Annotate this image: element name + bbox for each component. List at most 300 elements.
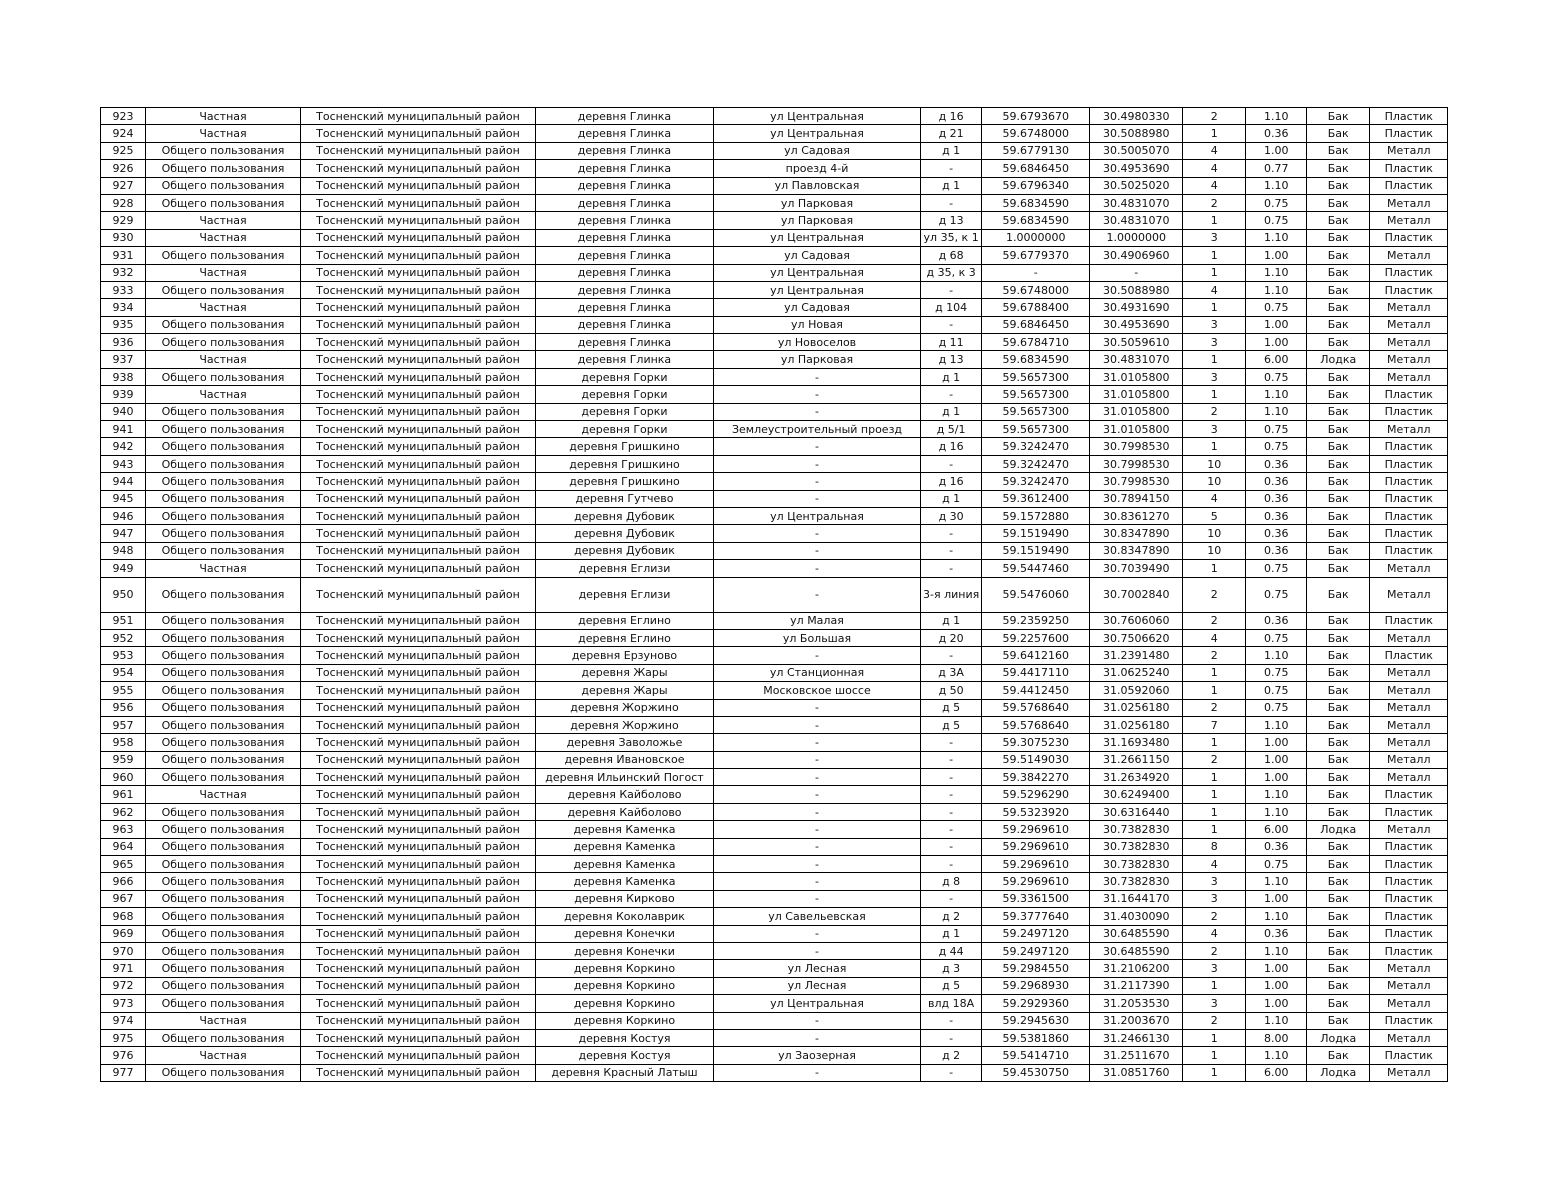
cell-settlement: деревня Ерзуново <box>536 647 714 664</box>
cell-longitude: 31.2053530 <box>1090 995 1183 1012</box>
cell-district: Тосненский муниципальный район <box>301 960 536 977</box>
cell-container-count: 1 <box>1183 682 1246 699</box>
cell-settlement: деревня Жары <box>536 664 714 681</box>
cell-house: д 5 <box>921 977 982 994</box>
cell-container-volume: 1.10 <box>1246 647 1307 664</box>
cell-container-type: Бак <box>1307 490 1370 507</box>
cell-container-material: Пластик <box>1370 873 1448 890</box>
cell-latitude: 59.6779130 <box>982 142 1090 159</box>
table-row <box>101 281 1448 298</box>
cell-container-type: Бак <box>1307 160 1370 177</box>
cell-row-number: 964 <box>101 838 146 855</box>
cell-street: - <box>714 525 921 542</box>
cell-container-material: Металл <box>1370 194 1448 211</box>
cell-longitude: 31.4030090 <box>1090 908 1183 925</box>
cell-longitude: 30.4953690 <box>1090 160 1183 177</box>
cell-street: ул Центральная <box>714 507 921 524</box>
table-row <box>101 821 1448 838</box>
cell-latitude: 59.6779370 <box>982 247 1090 264</box>
cell-ownership-type: Общего пользования <box>146 1064 301 1081</box>
cell-container-type: Бак <box>1307 977 1370 994</box>
cell-settlement: деревня Красный Латыш <box>536 1064 714 1081</box>
cell-row-number: 927 <box>101 177 146 194</box>
cell-row-number: 970 <box>101 942 146 959</box>
cell-container-type: Бак <box>1307 716 1370 733</box>
cell-district: Тосненский муниципальный район <box>301 803 536 820</box>
cell-settlement: деревня Конечки <box>536 942 714 959</box>
cell-district: Тосненский муниципальный район <box>301 316 536 333</box>
cell-container-volume: 1.00 <box>1246 247 1307 264</box>
table-row <box>101 507 1448 524</box>
cell-container-type: Лодка <box>1307 1029 1370 1046</box>
cell-row-number: 969 <box>101 925 146 942</box>
table-row <box>101 751 1448 768</box>
cell-container-material: Металл <box>1370 664 1448 681</box>
cell-district: Тосненский муниципальный район <box>301 125 536 142</box>
cell-settlement: деревня Жоржино <box>536 699 714 716</box>
cell-container-count: 3 <box>1183 368 1246 385</box>
cell-settlement: деревня Глинка <box>536 229 714 246</box>
table-row <box>101 977 1448 994</box>
cell-district: Тосненский муниципальный район <box>301 716 536 733</box>
cell-container-count: 3 <box>1183 960 1246 977</box>
cell-container-volume: 0.75 <box>1246 560 1307 577</box>
cell-container-material: Пластик <box>1370 386 1448 403</box>
cell-container-type: Бак <box>1307 473 1370 490</box>
cell-container-count: 1 <box>1183 299 1246 316</box>
cell-ownership-type: Общего пользования <box>146 525 301 542</box>
cell-latitude: 59.2969610 <box>982 821 1090 838</box>
cell-street: ул Парковая <box>714 351 921 368</box>
cell-container-material: Пластик <box>1370 177 1448 194</box>
cell-district: Тосненский муниципальный район <box>301 177 536 194</box>
cell-house: д 16 <box>921 473 982 490</box>
cell-container-count: 2 <box>1183 699 1246 716</box>
cell-street: - <box>714 542 921 559</box>
cell-row-number: 945 <box>101 490 146 507</box>
cell-district: Тосненский муниципальный район <box>301 612 536 629</box>
cell-container-type: Бак <box>1307 699 1370 716</box>
cell-container-volume: 1.10 <box>1246 177 1307 194</box>
cell-settlement: деревня Коркино <box>536 977 714 994</box>
cell-container-type: Бак <box>1307 1047 1370 1064</box>
cell-latitude: 59.4530750 <box>982 1064 1090 1081</box>
cell-house: д 3А <box>921 664 982 681</box>
cell-container-volume: 1.10 <box>1246 942 1307 959</box>
cell-container-volume: 0.75 <box>1246 682 1307 699</box>
cell-container-volume: 0.75 <box>1246 856 1307 873</box>
cell-house: - <box>921 455 982 472</box>
cell-container-volume: 1.00 <box>1246 751 1307 768</box>
cell-settlement: деревня Еглино <box>536 612 714 629</box>
cell-row-number: 938 <box>101 368 146 385</box>
cell-street: ул Станционная <box>714 664 921 681</box>
cell-latitude: 59.2969610 <box>982 856 1090 873</box>
cell-latitude: 59.2257600 <box>982 629 1090 646</box>
table-row <box>101 542 1448 559</box>
cell-street: - <box>714 873 921 890</box>
cell-row-number: 944 <box>101 473 146 490</box>
cell-container-material: Металл <box>1370 682 1448 699</box>
cell-house: - <box>921 751 982 768</box>
cell-house: д 8 <box>921 873 982 890</box>
cell-container-count: 2 <box>1183 108 1246 125</box>
cell-container-count: 1 <box>1183 803 1246 820</box>
cell-ownership-type: Частная <box>146 560 301 577</box>
cell-row-number: 953 <box>101 647 146 664</box>
cell-longitude: 31.2117390 <box>1090 977 1183 994</box>
cell-street: - <box>714 1012 921 1029</box>
cell-street: ул Новая <box>714 316 921 333</box>
cell-settlement: деревня Глинка <box>536 142 714 159</box>
cell-ownership-type: Общего пользования <box>146 664 301 681</box>
cell-container-material: Пластик <box>1370 612 1448 629</box>
cell-latitude: 59.2968930 <box>982 977 1090 994</box>
cell-street: - <box>714 490 921 507</box>
cell-container-material: Пластик <box>1370 890 1448 907</box>
cell-container-volume: 0.36 <box>1246 125 1307 142</box>
cell-container-material: Пластик <box>1370 108 1448 125</box>
cell-longitude: 31.0851760 <box>1090 1064 1183 1081</box>
cell-row-number: 949 <box>101 560 146 577</box>
cell-row-number: 956 <box>101 699 146 716</box>
cell-container-type: Бак <box>1307 751 1370 768</box>
cell-container-count: 3 <box>1183 229 1246 246</box>
cell-container-volume: 6.00 <box>1246 821 1307 838</box>
cell-longitude: 31.0592060 <box>1090 682 1183 699</box>
cell-house: - <box>921 734 982 751</box>
cell-ownership-type: Общего пользования <box>146 177 301 194</box>
cell-container-volume: 1.00 <box>1246 995 1307 1012</box>
cell-container-type: Бак <box>1307 108 1370 125</box>
cell-district: Тосненский муниципальный район <box>301 142 536 159</box>
cell-house: д 1 <box>921 177 982 194</box>
cell-row-number: 975 <box>101 1029 146 1046</box>
cell-house: д 1 <box>921 925 982 942</box>
cell-row-number: 976 <box>101 1047 146 1064</box>
cell-settlement: деревня Конечки <box>536 925 714 942</box>
cell-ownership-type: Частная <box>146 108 301 125</box>
cell-ownership-type: Общего пользования <box>146 281 301 298</box>
cell-container-volume: 0.75 <box>1246 194 1307 211</box>
cell-row-number: 946 <box>101 507 146 524</box>
table-row <box>101 856 1448 873</box>
table-row <box>101 786 1448 803</box>
cell-row-number: 959 <box>101 751 146 768</box>
table-row <box>101 890 1448 907</box>
cell-row-number: 928 <box>101 194 146 211</box>
cell-latitude: 59.5657300 <box>982 403 1090 420</box>
cell-district: Тосненский муниципальный район <box>301 664 536 681</box>
cell-settlement: деревня Глинка <box>536 160 714 177</box>
table-row <box>101 142 1448 159</box>
cell-settlement: деревня Глинка <box>536 281 714 298</box>
cell-container-count: 1 <box>1183 769 1246 786</box>
cell-container-count: 2 <box>1183 751 1246 768</box>
cell-container-volume: 0.36 <box>1246 507 1307 524</box>
cell-longitude: 30.7894150 <box>1090 490 1183 507</box>
cell-house: - <box>921 821 982 838</box>
cell-settlement: деревня Глинка <box>536 351 714 368</box>
registry-table <box>100 107 1448 1082</box>
cell-container-volume: 1.10 <box>1246 1012 1307 1029</box>
cell-district: Тосненский муниципальный район <box>301 769 536 786</box>
cell-container-material: Пластик <box>1370 942 1448 959</box>
cell-district: Тосненский муниципальный район <box>301 264 536 281</box>
cell-longitude: 30.7382830 <box>1090 856 1183 873</box>
cell-longitude: 1.0000000 <box>1090 229 1183 246</box>
cell-longitude: 30.7506620 <box>1090 629 1183 646</box>
cell-row-number: 926 <box>101 160 146 177</box>
cell-container-material: Пластик <box>1370 856 1448 873</box>
cell-settlement: деревня Кайболово <box>536 803 714 820</box>
cell-settlement: деревня Заволожье <box>536 734 714 751</box>
cell-longitude: 31.1644170 <box>1090 890 1183 907</box>
cell-latitude: 59.6748000 <box>982 281 1090 298</box>
cell-row-number: 933 <box>101 281 146 298</box>
cell-street: ул Центральная <box>714 229 921 246</box>
cell-container-count: 10 <box>1183 525 1246 542</box>
cell-street: ул Савельевская <box>714 908 921 925</box>
cell-longitude: 30.6316440 <box>1090 803 1183 820</box>
cell-container-volume: 1.10 <box>1246 229 1307 246</box>
cell-longitude: 31.2003670 <box>1090 1012 1183 1029</box>
table-row <box>101 212 1448 229</box>
cell-container-count: 4 <box>1183 142 1246 159</box>
cell-latitude: 59.5447460 <box>982 560 1090 577</box>
cell-container-type: Бак <box>1307 664 1370 681</box>
cell-container-volume: 0.75 <box>1246 699 1307 716</box>
cell-street: - <box>714 1064 921 1081</box>
cell-row-number: 966 <box>101 873 146 890</box>
cell-street: - <box>714 925 921 942</box>
cell-street: Землеустроительный проезд <box>714 421 921 438</box>
cell-container-volume: 1.00 <box>1246 960 1307 977</box>
cell-street: - <box>714 455 921 472</box>
cell-longitude: 30.4931690 <box>1090 299 1183 316</box>
cell-container-count: 4 <box>1183 177 1246 194</box>
cell-container-volume: 0.75 <box>1246 212 1307 229</box>
cell-container-volume: 1.10 <box>1246 108 1307 125</box>
cell-container-count: 4 <box>1183 629 1246 646</box>
cell-district: Тосненский муниципальный район <box>301 368 536 385</box>
cell-district: Тосненский муниципальный район <box>301 995 536 1012</box>
cell-house: - <box>921 281 982 298</box>
cell-ownership-type: Частная <box>146 125 301 142</box>
table-row <box>101 682 1448 699</box>
cell-district: Тосненский муниципальный район <box>301 908 536 925</box>
cell-street: - <box>714 473 921 490</box>
cell-container-material: Металл <box>1370 577 1448 612</box>
table-row <box>101 1047 1448 1064</box>
cell-row-number: 960 <box>101 769 146 786</box>
cell-latitude: 59.3842270 <box>982 769 1090 786</box>
cell-longitude: 31.0625240 <box>1090 664 1183 681</box>
cell-ownership-type: Общего пользования <box>146 769 301 786</box>
cell-row-number: 972 <box>101 977 146 994</box>
cell-container-type: Бак <box>1307 212 1370 229</box>
cell-container-material: Металл <box>1370 142 1448 159</box>
cell-container-count: 1 <box>1183 438 1246 455</box>
cell-street: - <box>714 890 921 907</box>
cell-container-volume: 0.75 <box>1246 438 1307 455</box>
cell-container-type: Бак <box>1307 542 1370 559</box>
cell-longitude: 30.4831070 <box>1090 351 1183 368</box>
cell-district: Тосненский муниципальный район <box>301 160 536 177</box>
cell-street: - <box>714 821 921 838</box>
cell-container-volume: 0.36 <box>1246 612 1307 629</box>
cell-settlement: деревня Кирково <box>536 890 714 907</box>
cell-row-number: 977 <box>101 1064 146 1081</box>
cell-settlement: деревня Гутчево <box>536 490 714 507</box>
cell-latitude: 59.2945630 <box>982 1012 1090 1029</box>
cell-ownership-type: Частная <box>146 1012 301 1029</box>
cell-container-volume: 0.75 <box>1246 299 1307 316</box>
cell-row-number: 947 <box>101 525 146 542</box>
cell-settlement: деревня Костуя <box>536 1047 714 1064</box>
cell-district: Тосненский муниципальный район <box>301 108 536 125</box>
cell-longitude: 30.7382830 <box>1090 838 1183 855</box>
cell-container-type: Бак <box>1307 507 1370 524</box>
cell-ownership-type: Общего пользования <box>146 908 301 925</box>
cell-container-type: Бак <box>1307 925 1370 942</box>
cell-container-volume: 1.10 <box>1246 803 1307 820</box>
cell-district: Тосненский муниципальный район <box>301 629 536 646</box>
cell-container-volume: 1.10 <box>1246 908 1307 925</box>
table-row <box>101 386 1448 403</box>
table-row <box>101 803 1448 820</box>
cell-latitude: 59.6748000 <box>982 125 1090 142</box>
cell-container-count: 5 <box>1183 507 1246 524</box>
cell-street: ул Лесная <box>714 960 921 977</box>
cell-house: д 1 <box>921 368 982 385</box>
cell-house: - <box>921 838 982 855</box>
cell-longitude: 31.2511670 <box>1090 1047 1183 1064</box>
cell-ownership-type: Общего пользования <box>146 455 301 472</box>
cell-container-type: Бак <box>1307 525 1370 542</box>
cell-street: - <box>714 734 921 751</box>
cell-settlement: деревня Дубовик <box>536 542 714 559</box>
cell-container-type: Бак <box>1307 769 1370 786</box>
cell-container-volume: 8.00 <box>1246 1029 1307 1046</box>
cell-district: Тосненский муниципальный район <box>301 821 536 838</box>
cell-district: Тосненский муниципальный район <box>301 507 536 524</box>
cell-settlement: деревня Горки <box>536 368 714 385</box>
cell-container-material: Пластик <box>1370 264 1448 281</box>
cell-house: - <box>921 1029 982 1046</box>
cell-latitude: 1.0000000 <box>982 229 1090 246</box>
table-row <box>101 577 1448 612</box>
cell-latitude: 59.6834590 <box>982 212 1090 229</box>
cell-container-count: 3 <box>1183 421 1246 438</box>
table-row <box>101 368 1448 385</box>
cell-settlement: деревня Костуя <box>536 1029 714 1046</box>
table-row <box>101 612 1448 629</box>
cell-container-type: Бак <box>1307 786 1370 803</box>
cell-container-volume: 0.36 <box>1246 473 1307 490</box>
cell-longitude: 31.0256180 <box>1090 699 1183 716</box>
cell-street: - <box>714 438 921 455</box>
cell-container-material: Пластик <box>1370 438 1448 455</box>
cell-street: - <box>714 942 921 959</box>
cell-latitude: 59.5323920 <box>982 803 1090 820</box>
cell-house: - <box>921 1012 982 1029</box>
cell-container-count: 2 <box>1183 577 1246 612</box>
cell-container-type: Бак <box>1307 177 1370 194</box>
cell-settlement: деревня Еглизи <box>536 577 714 612</box>
cell-latitude: 59.6412160 <box>982 647 1090 664</box>
cell-settlement: деревня Коркино <box>536 1012 714 1029</box>
cell-street: ул Парковая <box>714 194 921 211</box>
cell-settlement: деревня Каменка <box>536 838 714 855</box>
cell-district: Тосненский муниципальный район <box>301 351 536 368</box>
cell-container-type: Бак <box>1307 194 1370 211</box>
cell-container-type: Бак <box>1307 890 1370 907</box>
cell-row-number: 948 <box>101 542 146 559</box>
cell-row-number: 950 <box>101 577 146 612</box>
cell-house: д 21 <box>921 125 982 142</box>
cell-house: д 5 <box>921 716 982 733</box>
table-row <box>101 490 1448 507</box>
cell-latitude: 59.1519490 <box>982 525 1090 542</box>
cell-latitude: 59.3777640 <box>982 908 1090 925</box>
cell-ownership-type: Общего пользования <box>146 873 301 890</box>
table-row <box>101 873 1448 890</box>
cell-ownership-type: Общего пользования <box>146 368 301 385</box>
cell-longitude: 31.0105800 <box>1090 403 1183 420</box>
cell-longitude: 30.5059610 <box>1090 334 1183 351</box>
cell-container-material: Пластик <box>1370 542 1448 559</box>
table-row <box>101 125 1448 142</box>
table-row <box>101 264 1448 281</box>
cell-container-count: 10 <box>1183 542 1246 559</box>
cell-container-type: Лодка <box>1307 351 1370 368</box>
cell-house: д 30 <box>921 507 982 524</box>
cell-container-volume: 1.10 <box>1246 281 1307 298</box>
cell-ownership-type: Общего пользования <box>146 716 301 733</box>
table-row <box>101 647 1448 664</box>
cell-district: Тосненский муниципальный район <box>301 682 536 699</box>
cell-row-number: 967 <box>101 890 146 907</box>
cell-district: Тосненский муниципальный район <box>301 473 536 490</box>
table-row <box>101 629 1448 646</box>
cell-container-material: Металл <box>1370 247 1448 264</box>
cell-longitude: 30.5005070 <box>1090 142 1183 159</box>
cell-district: Тосненский муниципальный район <box>301 647 536 664</box>
cell-street: ул Садовая <box>714 142 921 159</box>
cell-longitude: 30.4980330 <box>1090 108 1183 125</box>
cell-house: д 1 <box>921 612 982 629</box>
cell-row-number: 923 <box>101 108 146 125</box>
cell-district: Тосненский муниципальный район <box>301 873 536 890</box>
cell-ownership-type: Общего пользования <box>146 960 301 977</box>
cell-ownership-type: Общего пользования <box>146 160 301 177</box>
cell-container-type: Бак <box>1307 386 1370 403</box>
cell-row-number: 924 <box>101 125 146 142</box>
cell-container-type: Бак <box>1307 403 1370 420</box>
cell-container-material: Металл <box>1370 334 1448 351</box>
cell-container-count: 1 <box>1183 1064 1246 1081</box>
cell-settlement: деревня Горки <box>536 386 714 403</box>
cell-latitude: 59.2969610 <box>982 838 1090 855</box>
cell-settlement: деревня Дубовик <box>536 507 714 524</box>
cell-house: д 1 <box>921 490 982 507</box>
cell-latitude: 59.5657300 <box>982 386 1090 403</box>
cell-street: - <box>714 856 921 873</box>
cell-row-number: 962 <box>101 803 146 820</box>
cell-container-volume: 1.10 <box>1246 873 1307 890</box>
cell-ownership-type: Частная <box>146 786 301 803</box>
